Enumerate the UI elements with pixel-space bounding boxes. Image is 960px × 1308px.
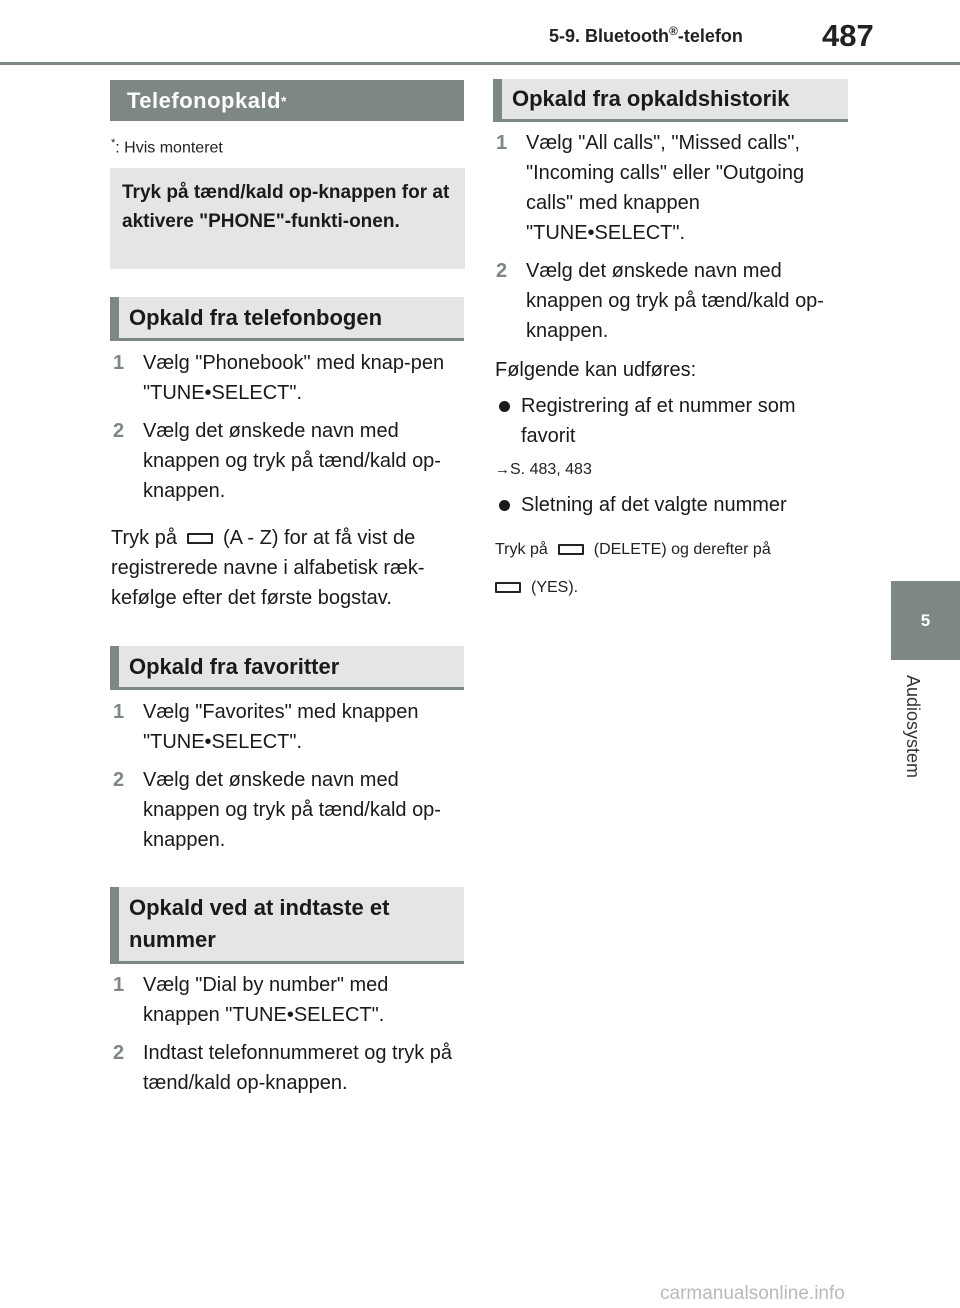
bullet-dot (499, 500, 510, 511)
section-suffix: -telefon (677, 26, 743, 46)
dial-step-2 (113, 1038, 463, 1098)
header-divider (0, 62, 960, 65)
step-text: Vælg det ønskede navn med knappen og tryk på tænd/kald op-knappen. (143, 420, 441, 502)
step-text: Vælg "Phonebook" med knap-pen "TUNE•SELECT". (143, 352, 445, 404)
watermark: carmanualsonline.info (660, 1283, 845, 1304)
step-number: 1 (113, 352, 125, 374)
delete-before: Tryk på (495, 541, 548, 558)
yes-after: (YES). (531, 579, 579, 596)
step-text: Indtast telefonnummeret og tryk på tænd/kald op-knappen. (143, 1042, 453, 1094)
bullet-text: Sletning af det valgte nummer (521, 494, 787, 516)
phonebook-step-2 (113, 416, 463, 506)
main-title-text: Telefonopkald (127, 87, 281, 113)
main-title (110, 80, 464, 121)
favorites-step-1 (113, 697, 463, 757)
heading-history: Opkald fra opkaldshistorik (493, 79, 848, 122)
heading-dial: Opkald ved at indtaste et nummer (110, 887, 464, 964)
history-step-1 (496, 128, 846, 248)
tip-line-2: registrerede navne i alfabetisk ræk- (111, 557, 425, 579)
history-step-2 (496, 256, 846, 346)
section-name: 5-9. Bluetooth (549, 26, 669, 46)
step-text: Vælg "All calls", "Missed calls", "Incoming calls" eller "Outgoing calls" med knappen "TUNE•SELECT". (526, 132, 805, 244)
page-reference-link[interactable]: S. 483, 483 (510, 461, 592, 478)
favorites-step-2 (113, 765, 463, 855)
footnote-text: : Hvis monteret (115, 139, 223, 157)
tip-after: (A - Z) for at få vist de (222, 527, 416, 549)
bullet-text: Registrering af et nummer som favorit (521, 395, 796, 447)
step-text: Vælg "Dial by number" med knappen "TUNE•SELECT". (143, 974, 389, 1026)
page-number: 487 (822, 18, 874, 53)
section-title (549, 24, 743, 47)
step-number: 2 (113, 420, 125, 442)
bullet-favorite (496, 391, 841, 451)
step-number: 1 (113, 701, 125, 723)
footnote (111, 137, 223, 157)
delete-instruction (495, 541, 771, 559)
step-number: 1 (113, 974, 125, 996)
footnote-mark: * (111, 137, 116, 149)
intro-box: Tryk på tænd/kald op-knappen for at aktivere "PHONE"-funkti-onen. (110, 168, 465, 269)
step-number: 2 (113, 1042, 125, 1064)
tip-line-3: kefølge efter det første bogstav. (111, 587, 392, 609)
delete-after: (DELETE) og derefter på (593, 541, 771, 558)
step-number: 2 (113, 769, 125, 791)
registered-mark: ® (669, 24, 678, 38)
bullet-delete (496, 490, 841, 520)
phonebook-tip (111, 523, 471, 613)
chapter-label: Audiosystem (903, 675, 923, 779)
heading-favorites: Opkald fra favoritter (110, 646, 464, 690)
button-icon (187, 533, 213, 544)
step-text: Vælg "Favorites" med knappen "TUNE•SELECT". (143, 701, 419, 753)
page-reference (495, 461, 592, 479)
yes-instruction (485, 579, 578, 597)
step-number: 1 (496, 132, 508, 154)
step-text: Vælg det ønskede navn med knappen og tryk på tænd/kald op-knappen. (143, 769, 441, 851)
phonebook-step-1 (113, 348, 463, 408)
main-title-mark: * (281, 92, 287, 109)
button-icon (558, 544, 584, 555)
tip-before: Tryk på (111, 527, 177, 549)
dial-step-1 (113, 970, 463, 1030)
arrow-right-icon: → (495, 461, 510, 478)
heading-phonebook: Opkald fra telefonbogen (110, 297, 464, 341)
step-text: Vælg det ønskede navn med knappen og tryk på tænd/kald op-knappen. (526, 260, 824, 342)
chapter-tab: 5 (891, 581, 960, 660)
step-number: 2 (496, 260, 508, 282)
following-label: Følgende kan udføres: (495, 359, 697, 381)
button-icon (495, 582, 521, 593)
bullet-dot (499, 401, 510, 412)
